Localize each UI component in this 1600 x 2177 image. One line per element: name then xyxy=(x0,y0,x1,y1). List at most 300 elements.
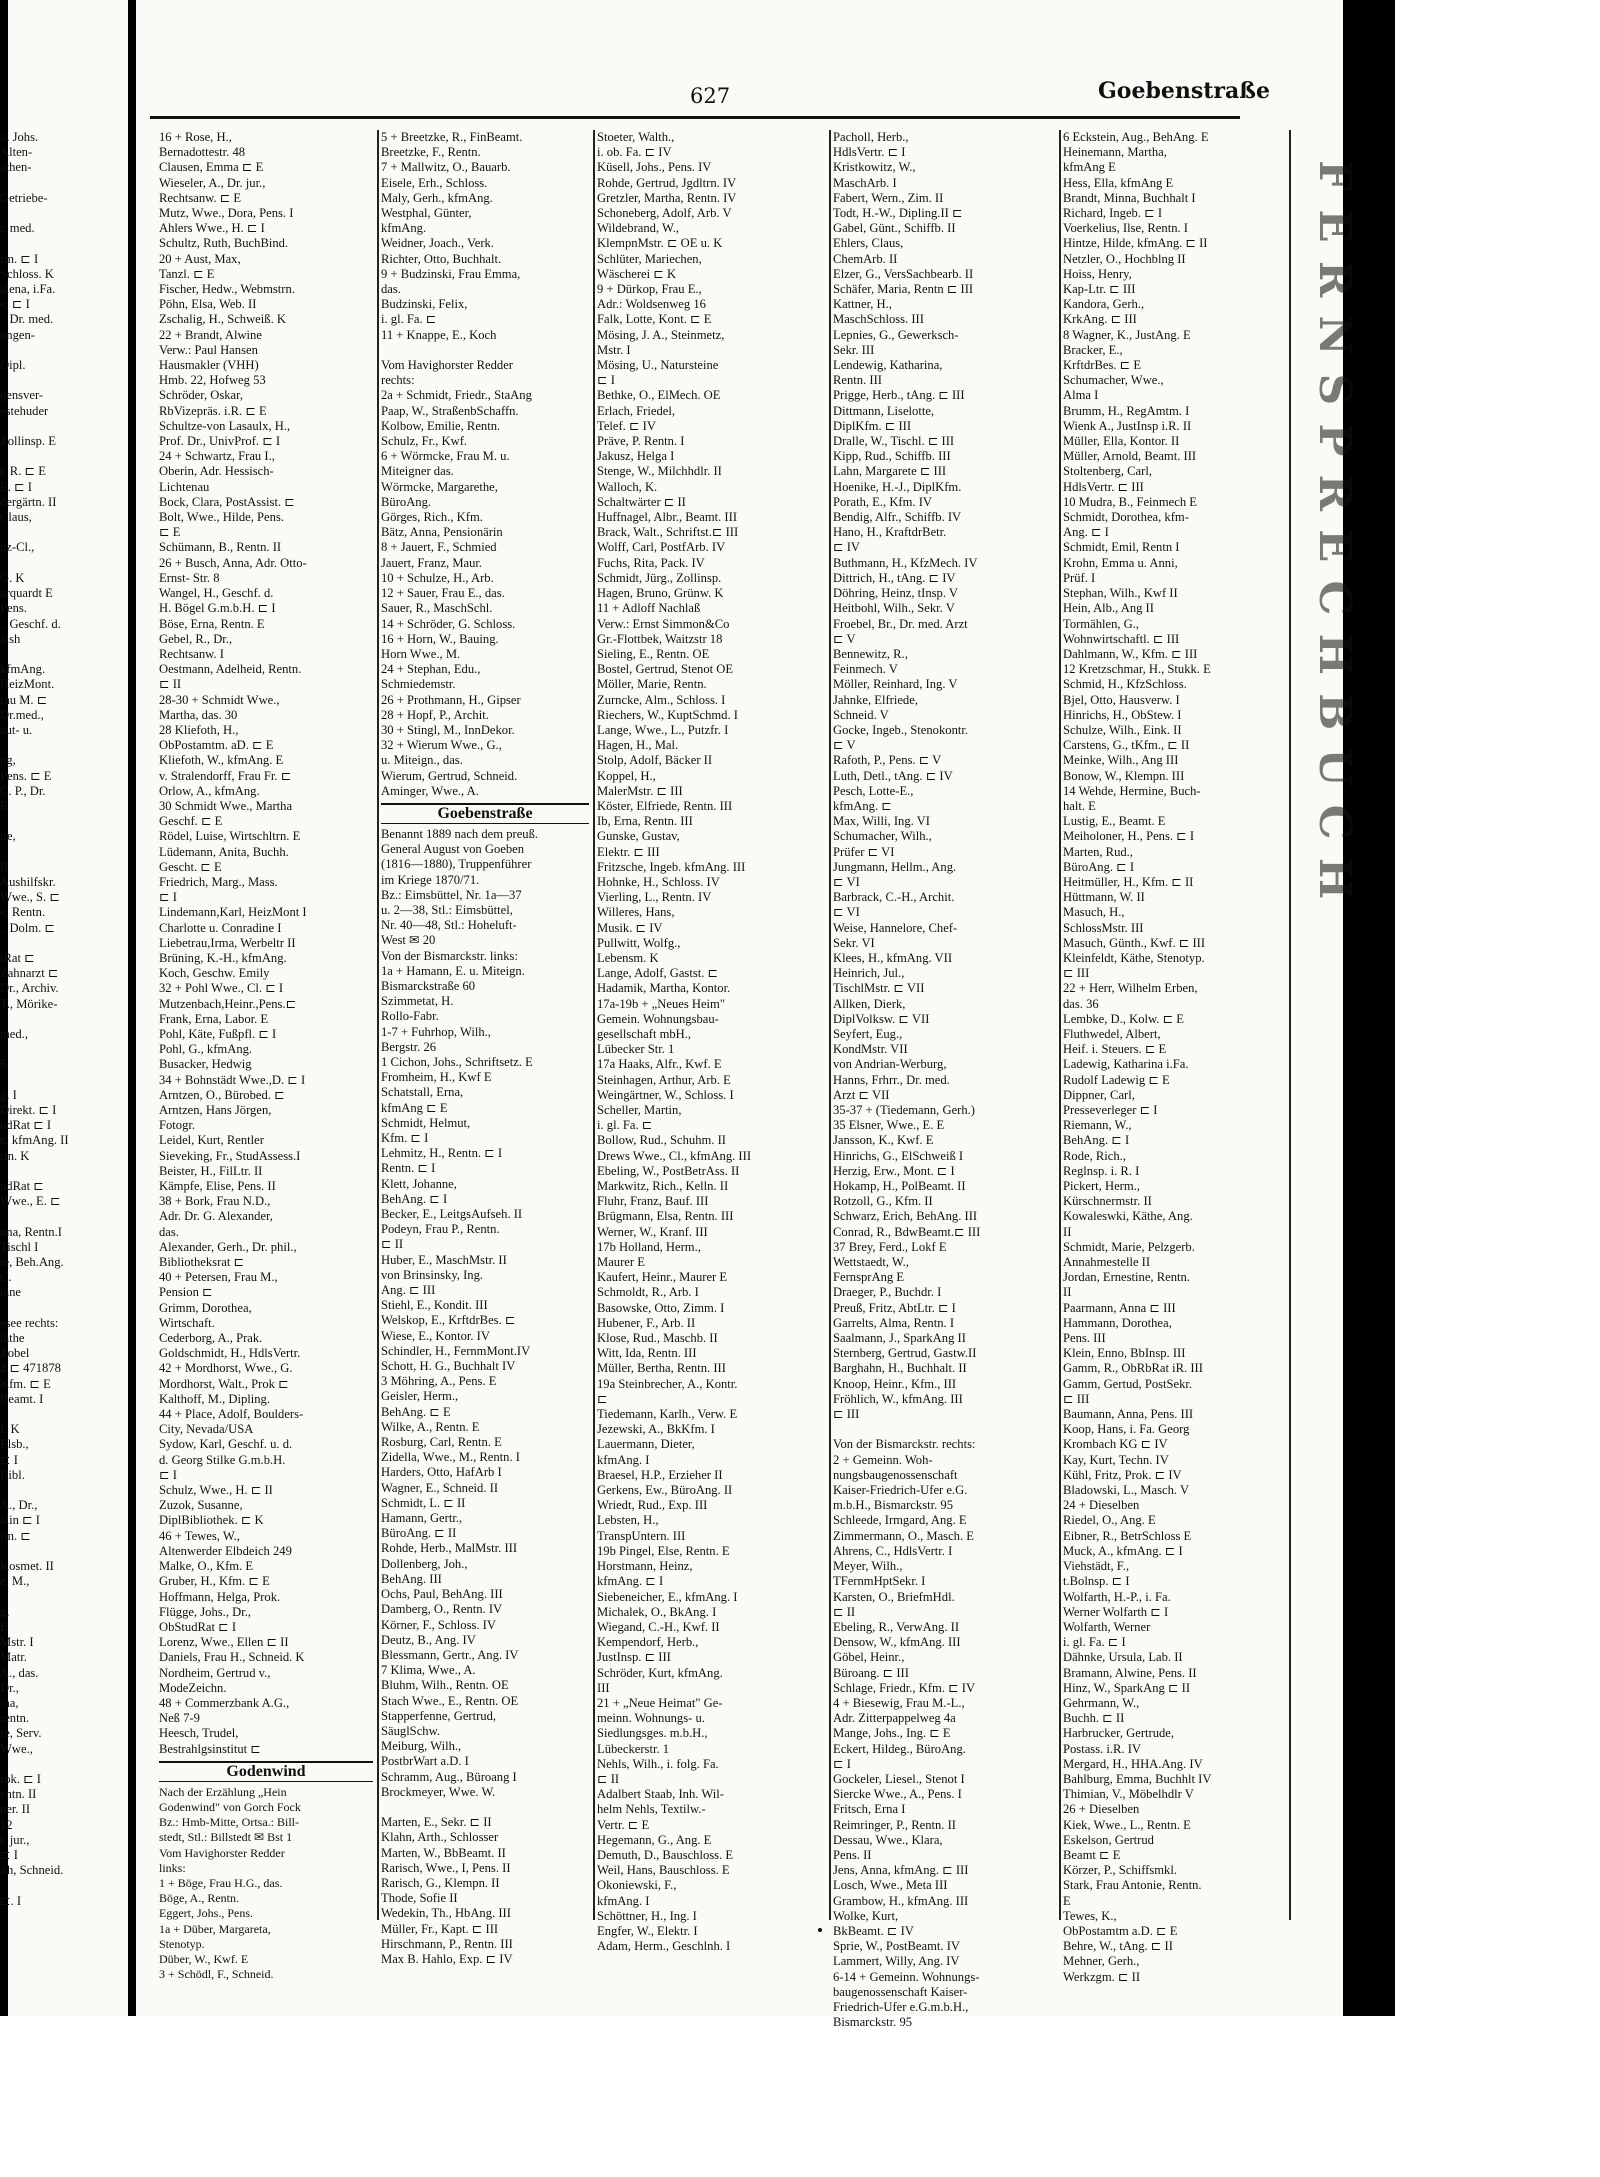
directory-entry: II xyxy=(1063,1224,1072,1239)
directory-entry: Gamm, Gertud, PostSekr. xyxy=(1063,1376,1193,1391)
directory-entry: Froebel, Br., Dr. med. Arzt xyxy=(833,616,968,631)
directory-entry: Hmb. 22, Hofweg 53 xyxy=(159,373,266,388)
directory-entry: Lorenz, Wwe., Ellen ⊏ II xyxy=(159,1635,289,1650)
directory-entry: Kempendorf, Herb., xyxy=(597,1635,699,1650)
directory-entry: Arntzen, Hans Jörgen, xyxy=(159,1103,272,1117)
directory-entry: Pens. xyxy=(0,601,27,616)
directory-entry: Kowaleswki, Käthe, Ang. xyxy=(1063,1209,1193,1224)
directory-entry: Wedekin, Th., HbAng. III xyxy=(381,1906,511,1921)
directory-entry: Lustig, E., Beamt. E xyxy=(1063,814,1166,829)
directory-entry: Schlüter, Mariechen, xyxy=(597,251,702,266)
directory-entry: 30 Schmidt Wwe., Martha xyxy=(159,798,293,813)
directory-entry: Sieling, E., Rentn. OE xyxy=(597,646,710,661)
directory-entry xyxy=(381,343,589,358)
directory-entry: Gocke, Ingeb., Stenokontr. xyxy=(833,722,969,737)
directory-entry: Hagen, Bruno, Grünw. K xyxy=(597,586,724,601)
directory-entry: Kleinfeldt, Käthe, Stenotyp. xyxy=(1063,950,1205,965)
directory-entry: Richard, Ingeb. ⊏ I xyxy=(1063,206,1163,221)
directory-entry: Preuß, Fritz, AbtLtr. ⊏ I xyxy=(833,1300,956,1315)
directory-entry xyxy=(0,373,126,388)
directory-entry: t.Bolnsp. ⊏ I xyxy=(1063,1574,1130,1589)
directory-entry: Willeres, Hans, xyxy=(597,905,675,920)
page-number: 627 xyxy=(690,84,731,108)
directory-entry: Koppel, H., xyxy=(597,768,656,783)
directory-entry: Fotogr. xyxy=(159,1118,196,1133)
directory-entry: aut- u. xyxy=(0,722,33,737)
directory-entry: arquardt E xyxy=(0,586,53,601)
directory-entry: Cederborg, A., Prak. xyxy=(159,1331,263,1346)
directory-entry: Okoniewski, F., xyxy=(597,1878,677,1893)
directory-entry: Bahlburg, Emma, Buchhlt IV xyxy=(1063,1771,1212,1786)
directory-entry: Ahrens, C., HdlsVertr. I xyxy=(833,1543,953,1558)
directory-entry xyxy=(0,1164,126,1179)
directory-entry: Braesel, H.P., Erzieher II xyxy=(597,1467,723,1482)
directory-entry: Wirtschaft. xyxy=(159,1315,215,1330)
directory-entry: Ochs, Paul, BehAng. III xyxy=(381,1587,503,1602)
directory-entry: Rohde, Gertrud, Jgdltrn. IV xyxy=(597,175,737,190)
directory-entry: 40 + Petersen, Frau M., xyxy=(159,1270,278,1285)
directory-entry: Rosburg, Carl, Rentn. E xyxy=(381,1435,502,1450)
directory-entry: u. 2—38, Stl.: Eimsbüttel, xyxy=(381,902,513,917)
directory-entry: Körner, F., Schloss. IV xyxy=(381,1617,496,1632)
header-rule xyxy=(150,116,1240,119)
directory-entry: Verw.: Paul Hansen xyxy=(159,342,258,357)
directory-entry: Schümann, B., Rentn. II xyxy=(159,540,282,555)
directory-entry xyxy=(0,1042,126,1057)
directory-entry: kfmAng. ⊏ I xyxy=(597,1574,664,1589)
directory-entry: E xyxy=(0,1057,8,1072)
directory-entry: Aushilfskr. xyxy=(0,874,56,889)
directory-entry: iane xyxy=(0,1285,21,1300)
directory-entry: ⊏ IV xyxy=(833,540,860,555)
directory-entry: Arntzen, O., Bürobed. ⊏ xyxy=(159,1087,285,1102)
directory-entry: ⊏ E xyxy=(159,525,181,540)
directory-entry: Riemann, W., xyxy=(1063,1118,1132,1133)
directory-entry: Tormählen, G., xyxy=(1063,616,1140,631)
directory-entry: Jordan, Ernestine, Rentn. xyxy=(1063,1270,1190,1285)
page-street-heading: Goebenstraße xyxy=(1098,78,1270,104)
directory-entry: Fuchs, Rita, Pack. IV xyxy=(597,555,705,570)
directory-entry: Becker, E., LeitgsAufseh. II xyxy=(381,1207,523,1222)
directory-entry: das. 36 xyxy=(1063,996,1099,1011)
directory-entry: ⊏ I xyxy=(833,1756,851,1771)
directory-entry: Eisele, Erh., Schloss. xyxy=(381,175,488,190)
directory-entry: Getriebe- xyxy=(0,190,48,205)
directory-entry: Lindemann,Karl, HeizMont I xyxy=(159,905,307,920)
directory-entry: Meiburg, Wilh., xyxy=(381,1739,462,1754)
directory-entry: Kap-Ltr. ⊏ III xyxy=(1063,282,1136,297)
directory-entry: Lendewig, Katharina, xyxy=(833,358,943,373)
directory-entry xyxy=(0,936,126,951)
directory-entry: Matr. xyxy=(0,1650,27,1665)
directory-entry: Frank, Erna, Labor. E xyxy=(159,1011,269,1026)
directory-entry: Lepnies, G., Gewerksch- xyxy=(833,327,959,342)
directory-entry: Westphal, Günter, xyxy=(381,206,472,221)
directory-entry: 9 + Dürkop, Frau E., xyxy=(597,282,702,297)
directory-entry: Buthmann, H., KfzMech. IV xyxy=(833,555,978,570)
directory-entry: gensver- xyxy=(0,388,44,403)
directory-entry: Jens, Anna, kfmAng. ⊏ III xyxy=(833,1863,969,1878)
directory-entry: Eskelson, Gertrud xyxy=(1063,1832,1154,1847)
directory-entry: 30 + Stingl, M., InnDekor. xyxy=(381,722,515,737)
directory-entry: Rentn. ⊏ I xyxy=(381,1161,436,1176)
directory-entry: Mösing, J. A., Steinmetz, xyxy=(597,327,725,342)
directory-entry: Pension ⊏ xyxy=(159,1285,213,1300)
directory-entry: Jakusz, Helga I xyxy=(597,449,675,464)
directory-entry: Fabert, Wern., Zim. II xyxy=(833,190,944,205)
directory-entry: nungsbaugenossenschaft xyxy=(833,1467,958,1482)
directory-entry: Ang. ⊏ III xyxy=(381,1283,436,1298)
directory-entry: Gockeler, Liesel., Stenot I xyxy=(833,1771,965,1786)
directory-entry: Hinz, W., SparkAng ⊏ II xyxy=(1063,1680,1191,1695)
directory-entry: Bibliotheksrat ⊏ xyxy=(159,1255,245,1270)
directory-entry: Zuzok, Susanne, xyxy=(159,1498,243,1513)
directory-entry: Dittrich, H., tAng. ⊏ IV xyxy=(833,570,956,585)
directory-entry: Jungmann, Hellm., Ang. xyxy=(833,859,957,874)
directory-entry: Aminger, Wwe., A. xyxy=(381,783,479,798)
directory-entry: Stark, Frau Antonie, Rentn. xyxy=(1063,1878,1202,1893)
directory-entry: Tewes, K., xyxy=(1063,1908,1117,1923)
directory-entry xyxy=(0,1757,126,1772)
directory-entry: kfmAng. ⊏ xyxy=(833,798,892,813)
directory-entry: Harbrucker, Gertrude, xyxy=(1063,1726,1175,1741)
directory-entry: Dr., xyxy=(0,1680,19,1695)
directory-entry: Stephan, Wilh., Kwf II xyxy=(1063,586,1178,601)
directory-entry: (1816—1880), Truppenführer xyxy=(381,857,532,872)
directory-entry: 38 + Bork, Frau N.D., xyxy=(159,1194,271,1209)
directory-entry: Adr. Zitterpappelweg 4a xyxy=(833,1711,956,1726)
directory-entry: Heesch, Trudel, xyxy=(159,1726,239,1741)
directory-entry: Wörmcke, Margarethe, xyxy=(381,479,498,494)
directory-entry: 37 Brey, Ferd., Lokf E xyxy=(833,1239,947,1254)
directory-entry: Dralle, W., Tischl. ⊏ III xyxy=(833,434,955,449)
directory-entry: Basowske, Otto, Zimm. I xyxy=(597,1300,725,1315)
directory-entry: Porath, E., Kfm. IV xyxy=(833,494,932,509)
directory-entry: Clausen, Emma ⊏ E xyxy=(159,160,264,175)
directory-entry: Witt, Ida, Rentn. III xyxy=(597,1346,697,1361)
directory-entry: Mstr. I xyxy=(0,1635,34,1650)
directory-entry: Welskop, E., KrftdrBes. ⊏ xyxy=(381,1313,516,1328)
directory-entry: Werner Wolfarth ⊏ I xyxy=(1063,1604,1169,1619)
directory-entry: 22 + Herr, Wilhelm Erben, xyxy=(1063,981,1198,996)
directory-entry: von Andrian-Werburg, xyxy=(833,1057,947,1072)
directory-entry: Bethke, O., ElMech. OE xyxy=(597,388,721,403)
directory-entry: Hintze, Hilde, kfmAng. ⊏ II xyxy=(1063,236,1208,251)
directory-entry: Mösing, U., Natursteine xyxy=(597,358,719,373)
directory-entry xyxy=(0,1012,126,1027)
directory-entry: ng, xyxy=(0,753,16,768)
directory-entry: d. Georg Stilke G.m.b.H. xyxy=(159,1452,286,1467)
directory-entry: Elektr. ⊏ III xyxy=(597,844,660,859)
directory-entry: g. xyxy=(0,1604,10,1619)
directory-entry: rentn. xyxy=(0,1711,30,1726)
directory-entry: PostbrWart a.D. I xyxy=(381,1754,469,1769)
directory-entry: ner. II xyxy=(0,1802,31,1817)
directory-entry: Schmidt, Helmut, xyxy=(381,1115,471,1130)
directory-entry: Stenge, W., Milchhdlr. II xyxy=(597,464,722,479)
directory-entry: Kalthoff, M., Dipling. xyxy=(159,1391,271,1406)
directory-entry: Telef. ⊏ IV xyxy=(597,418,656,433)
directory-entry: Wagner, E., Schneid. II xyxy=(381,1480,499,1495)
directory-entry: 28 Kliefoth, H., xyxy=(159,722,239,737)
directory-entry: Lange, Adolf, Gastst. ⊏ xyxy=(597,966,719,981)
directory-entry: Liebetrau,Irma, Werbeltr II xyxy=(159,935,296,950)
directory-entry: Vom Havighorster Redder xyxy=(159,1845,285,1860)
directory-entry: 4 + Biesewig, Frau M.-L., xyxy=(833,1695,965,1710)
directory-entry: 32 + Wierum Wwe., G., xyxy=(381,738,502,753)
directory-entry: Rotzoll, G., Kfm. II xyxy=(833,1194,933,1209)
directory-entry: das. xyxy=(159,1224,179,1239)
directory-entry: HdlsVertr. ⊏ III xyxy=(1063,479,1144,494)
directory-entry: Lüdemann, Anita, Buchh. xyxy=(159,844,289,859)
directory-entry: alsh xyxy=(0,631,21,646)
directory-entry: Meyer, Wilh., xyxy=(833,1559,903,1574)
directory-entry: Muck, A., kfmAng. ⊏ I xyxy=(1063,1543,1183,1558)
directory-entry: ModeZeichn. xyxy=(159,1680,227,1695)
directory-entry: T., Mörike- xyxy=(0,996,58,1011)
directory-entry: Schmidt, Marie, Pelzgerb. xyxy=(1063,1239,1195,1254)
directory-entry: Sydow, Karl, Geschf. u. d. xyxy=(159,1437,293,1452)
directory-entry: Meiholoner, H., Pens. ⊏ I xyxy=(1063,829,1195,844)
directory-entry: 19a Steinbrecher, A., Kontr. xyxy=(597,1376,738,1391)
directory-entry: Arzt ⊏ VII xyxy=(833,1087,890,1102)
column-1 xyxy=(159,130,379,1982)
directory-entry: Ernst- Str. 8 xyxy=(159,570,220,585)
directory-entry: ., Geschf. d. xyxy=(0,616,61,631)
directory-entry: Garrelts, Alma, Rentn. I xyxy=(833,1315,955,1330)
directory-entry: 28 + Hopf, P., Archit. xyxy=(381,707,489,722)
directory-entry: Stapperfenne, Gertrud, xyxy=(381,1708,497,1723)
directory-entry: Dr.med., xyxy=(0,707,44,722)
directory-entry: Schlage, Friedr., Kfm. ⊏ IV xyxy=(833,1680,976,1695)
directory-entry: te, Beh.Ang. xyxy=(0,1255,64,1270)
print-dot xyxy=(818,1928,822,1932)
directory-entry: Hein, Alb., Ang II xyxy=(1063,601,1154,616)
directory-entry: ith, Schneid. xyxy=(0,1863,64,1878)
directory-entry: Ladewig, Katharina i.Fa. xyxy=(1063,1057,1189,1072)
directory-entry: Prüf. I xyxy=(1063,570,1096,585)
directory-entry: Elsb., xyxy=(0,1437,29,1452)
directory-entry: Dähnke, Ursula, Lab. II xyxy=(1063,1650,1183,1665)
directory-entry: ⊏ V xyxy=(833,631,856,646)
directory-entry: Düber, W., Kwf. E xyxy=(159,1951,249,1966)
directory-entry: Böge, A., Rentn. xyxy=(159,1891,239,1906)
directory-entry: Pens. II xyxy=(833,1847,872,1862)
directory-entry: med., xyxy=(0,1026,28,1041)
directory-entry: Carstens, G., tKfm., ⊏ II xyxy=(1063,738,1190,753)
directory-entry: Hadamik, Martha, Kontor. xyxy=(597,981,731,996)
directory-entry: Kattner, H., xyxy=(833,297,892,312)
directory-entry: Reimringer, P., Rentn. II xyxy=(833,1817,956,1832)
directory-entry: 1 + Böge, Frau H.G., das. xyxy=(159,1875,283,1890)
directory-entry: ChemArb. II xyxy=(833,251,898,266)
directory-entry: 8 Wagner, K., JustAng. E xyxy=(1063,327,1191,342)
directory-entry: ⊏ I xyxy=(0,1847,18,1862)
directory-entry: General August von Goeben xyxy=(381,842,525,857)
directory-entry: g. I xyxy=(0,1087,17,1102)
directory-entry: 26 + Busch, Anna, Adr. Otto- xyxy=(159,555,307,570)
directory-entry: Wolke, Kurt, xyxy=(833,1908,899,1923)
directory-entry: Präve, P. Rentn. I xyxy=(597,434,685,449)
directory-entry: Gamm, R., ObRbRat iR. III xyxy=(1063,1361,1203,1376)
directory-entry: stedt, Stl.: Billstedt ✉ Bst 1 xyxy=(159,1830,293,1845)
directory-entry: Pens. III xyxy=(1063,1331,1106,1346)
directory-entry: Kämpfe, Elise, Pens. II xyxy=(159,1179,276,1194)
directory-entry: Stenotyp. xyxy=(159,1936,205,1951)
directory-entry: Rarisch, Wwe., I, Pens. II xyxy=(381,1860,511,1875)
directory-entry: City, Nevada/USA xyxy=(159,1422,254,1437)
directory-entry: Flügge, Johs., Dr., xyxy=(159,1604,252,1619)
directory-entry: Bluhm, Wilh., Rentn. OE xyxy=(381,1678,509,1693)
directory-entry: rok. ⊏ I xyxy=(0,1771,41,1786)
directory-entry: Von der Bismarckstr. links: xyxy=(381,948,518,963)
directory-entry: Schmidt, Emil, Rentn I xyxy=(1063,540,1180,555)
directory-entry: Weingärtner, W., Schloss. I xyxy=(597,1087,734,1102)
directory-entry: Rafoth, P., Pens. ⊏ V xyxy=(833,753,942,768)
directory-entry: Dessau, Wwe., Klara, xyxy=(833,1832,943,1847)
directory-entry: Müller, Ella, Kontor. II xyxy=(1063,434,1180,449)
directory-entry: ina, xyxy=(0,1695,19,1710)
directory-entry: Musik. ⊏ IV xyxy=(597,920,663,935)
directory-entry: Gehrmann, W., xyxy=(1063,1695,1140,1710)
directory-entry: i. ob. Fa. ⊏ IV xyxy=(597,145,672,160)
directory-entry: 12 xyxy=(0,1817,13,1832)
directory-entry: Annahmestelle II xyxy=(1063,1255,1151,1270)
directory-entry: Görges, Rich., Kfm. xyxy=(381,510,483,525)
directory-entry: Bladowski, L., Masch. V xyxy=(1063,1483,1190,1498)
directory-entry: Jahnke, Elfriede, xyxy=(833,692,918,707)
directory-entry: Behre, W., tAng. ⊏ II xyxy=(1063,1939,1173,1954)
directory-entry: Verw.: Ernst Simmon&Co xyxy=(597,616,730,631)
directory-entry: Köster, Elfriede, Rentn. III xyxy=(597,798,733,813)
directory-entry: Tischl I xyxy=(0,1239,39,1254)
directory-entry: läthe xyxy=(0,1331,25,1346)
directory-entry: Zahnarzt ⊏ xyxy=(0,966,59,981)
directory-entry: Walloch, K. xyxy=(597,479,658,494)
directory-entry: Möller, Marie, Rentn. xyxy=(597,677,707,692)
directory-entry: 17b Holland, Herm., xyxy=(597,1239,701,1254)
directory-entry: Ebeling, R., VerwAng. II xyxy=(833,1619,960,1634)
directory-entry: Klett, Johanne, xyxy=(381,1176,457,1191)
directory-entry: Heitmüller, H., Kfm. ⊏ II xyxy=(1063,874,1194,889)
directory-entry: Gerkens, Ew., BüroAng. II xyxy=(597,1483,733,1498)
directory-entry: Engfer, W., Elektr. I xyxy=(597,1923,698,1938)
directory-entry: 5 + Breetzke, R., FinBeamt. xyxy=(381,130,523,144)
directory-entry: Schultz, Ruth, BuchBind. xyxy=(159,236,289,251)
directory-entry: Damberg, O., Rentn. IV xyxy=(381,1602,503,1617)
directory-entry: 44 + Place, Adolf, Boulders- xyxy=(159,1407,304,1422)
directory-entry: 8 + Jauert, F., Schmied xyxy=(381,540,497,555)
directory-entry: Vom Havighorster Redder xyxy=(381,358,513,373)
directory-entry: Müller, Arnold, Beamt. III xyxy=(1063,449,1197,464)
directory-entry: Bracker, E., xyxy=(1063,342,1123,357)
directory-entry: SchlossMstr. III xyxy=(1063,920,1144,935)
directory-entry: Todt, H.-W., Dipling.II ⊏ xyxy=(833,206,963,221)
directory-entry: KrftdrBes. ⊏ E xyxy=(1063,358,1142,373)
directory-entry: Tanzl. ⊏ E xyxy=(159,266,215,281)
directory-entry: Wriedt, Rud., Exp. III xyxy=(597,1498,708,1513)
directory-entry: Heif. i. Steuers. ⊏ E xyxy=(1063,1042,1167,1057)
directory-entry: Schindler, H., FernmMont.IV xyxy=(381,1343,531,1358)
directory-entry: DiplKfm. ⊏ III xyxy=(833,418,912,433)
directory-entry: Schröder, Kurt, kfmAng. xyxy=(597,1665,723,1680)
directory-entry: Vertr. ⊏ E xyxy=(597,1817,650,1832)
directory-entry: rtn. K xyxy=(0,1148,30,1163)
directory-entry: Jauert, Franz, Maur. xyxy=(381,555,483,570)
directory-entry: r. med. xyxy=(0,221,35,236)
directory-entry: Koop, Hans, i. Fa. Georg xyxy=(1063,1422,1190,1437)
directory-entry: ObPostamtm a.D. ⊏ E xyxy=(1063,1923,1178,1938)
directory-entry xyxy=(0,1407,126,1422)
directory-entry: Müller, Bertha, Rentn. III xyxy=(597,1361,726,1376)
directory-entry: Müller, Fr., Kapt. ⊏ III xyxy=(381,1921,499,1936)
directory-entry: Herzig, Erw., Mont. ⊏ I xyxy=(833,1163,955,1178)
directory-entry: m.b.H., Bismarckstr. 95 xyxy=(833,1498,953,1513)
directory-entry: KondMstr. VII xyxy=(833,1042,908,1057)
directory-entry: 32 + Pohl Wwe., Cl. ⊏ I xyxy=(159,981,284,996)
directory-entry: TischlMstr. ⊏ VII xyxy=(833,981,925,996)
directory-entry: Mange, Johs., Ing. ⊏ E xyxy=(833,1726,951,1741)
directory-entry: Bollow, Rud., Schuhm. II xyxy=(597,1133,726,1148)
directory-entry: ⊏ I xyxy=(159,1467,177,1482)
directory-entry xyxy=(0,206,126,221)
directory-entry: Schaltwärter ⊏ II xyxy=(597,494,686,509)
directory-entry: Meinke, Wilh., Ang III xyxy=(1063,753,1179,768)
directory-entry: Luth, Detl., tAng. ⊏ IV xyxy=(833,768,953,783)
directory-entry: Mstr. I xyxy=(597,342,631,357)
directory-entry: Busacker, Hedwig xyxy=(159,1057,252,1072)
directory-entry: Kürschnermstr. II xyxy=(1063,1194,1152,1209)
directory-entry: ⊏ III xyxy=(833,1407,860,1422)
directory-entry: Mehner, Gerh., xyxy=(1063,1954,1140,1969)
directory-entry: Schott, H. G., Buchhalt IV xyxy=(381,1359,516,1374)
directory-entry: Ehlers, Claus, xyxy=(833,236,904,251)
directory-entry: ObStudRat ⊏ I xyxy=(159,1619,237,1634)
directory-entry: Gunske, Gustav, xyxy=(597,829,680,844)
section-heading-godenwind: Godenwind xyxy=(159,1761,373,1782)
directory-entry: Krohn, Emma u. Anni, xyxy=(1063,555,1178,570)
directory-entry: ⊏ II xyxy=(833,1604,856,1619)
directory-entry: Körzer, P., Schiffsmkl. xyxy=(1063,1863,1177,1878)
directory-entry: Wolfarth, Werner xyxy=(1063,1619,1151,1634)
directory-entry: u. Miteign., das. xyxy=(381,753,463,768)
directory-entry: Bennewitz, R., xyxy=(833,646,908,661)
directory-entry: Klahn, Arth., Schlosser xyxy=(381,1830,499,1845)
directory-entry: Daniels, Frau H., Schneid. K xyxy=(159,1650,305,1665)
directory-entry xyxy=(0,738,126,753)
directory-entry: Huber, E., MaschMstr. II xyxy=(381,1252,507,1267)
directory-entry: halt. E xyxy=(1063,798,1096,813)
directory-entry: e, Rentn. xyxy=(0,905,46,920)
directory-entry: Barbrack, C.-H., Archit. xyxy=(833,890,955,905)
directory-entry: Hirschmann, P., Rentn. III xyxy=(381,1936,513,1951)
directory-entry: 3 Möhring, A., Pens. E xyxy=(381,1374,497,1389)
directory-entry: Altenwerder Elbdeich 249 xyxy=(159,1543,292,1558)
directory-entry: Rechtsanw. I xyxy=(159,646,224,661)
directory-entry: Hinrichs, G., ElSchweiß I xyxy=(833,1148,964,1163)
directory-entry: Schoneberg, Adolf, Arb. V xyxy=(597,206,732,221)
directory-entry: helm Nehls, Textilw.- xyxy=(597,1802,706,1817)
directory-entry: BehAng. ⊏ I xyxy=(1063,1133,1130,1148)
directory-entry: Gescht. ⊏ E xyxy=(159,859,222,874)
directory-entry: re, Serv. xyxy=(0,1726,42,1741)
directory-entry: Adr. Dr. G. Alexander, xyxy=(159,1209,273,1224)
directory-entry: Prüfer ⊏ VI xyxy=(833,844,895,859)
directory-entry: Wettstaedt, W., xyxy=(833,1255,909,1270)
directory-entry: Oberin, Adr. Hessisch- xyxy=(159,464,274,479)
directory-entry: Huffnagel, Albr., Beamt. III xyxy=(597,510,738,525)
directory-entry: Zollinsp. E xyxy=(0,434,56,449)
